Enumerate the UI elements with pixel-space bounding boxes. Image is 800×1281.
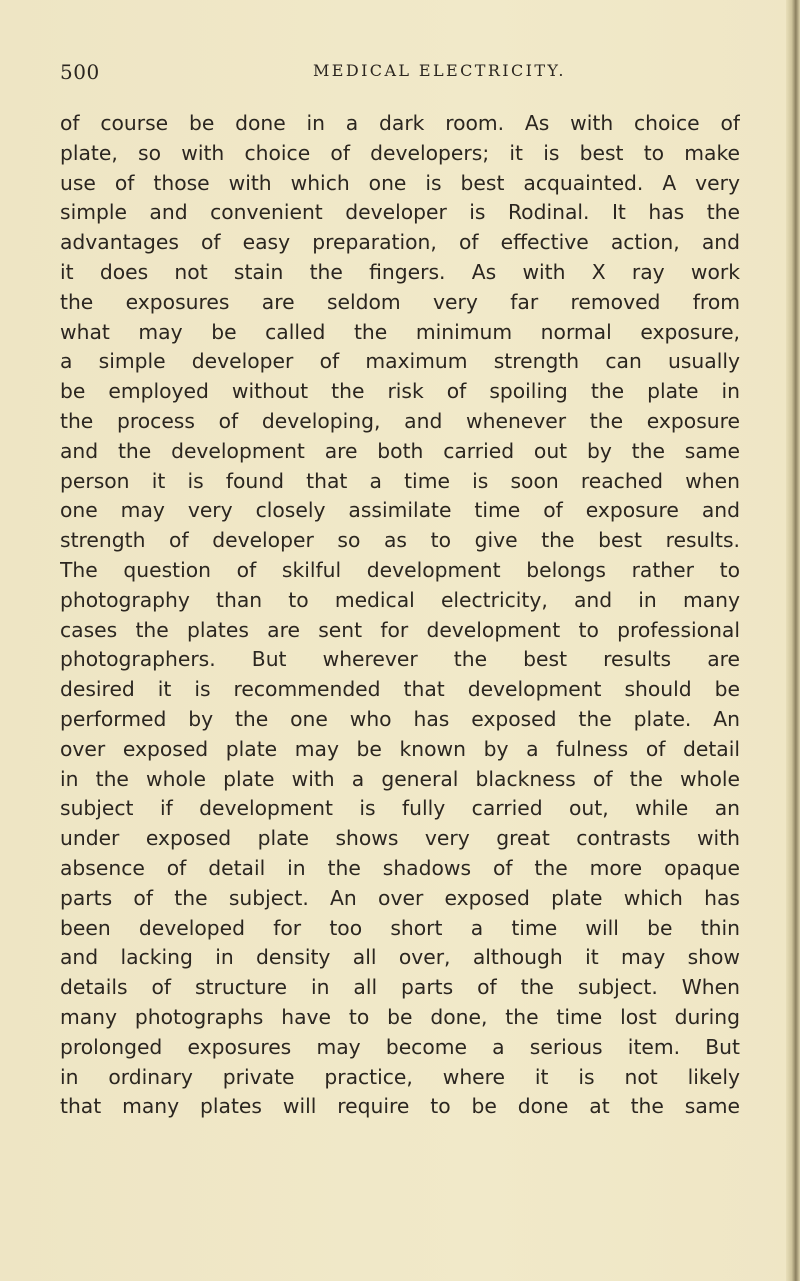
body-text — [60, 109, 740, 1122]
text-line: simple and convenient developer is Rodinal. It has the — [60, 200, 740, 225]
text-line: parts of the subject. An over exposed plate which has — [60, 885, 740, 910]
text-line: performed by the one who has exposed the plate. An — [60, 706, 740, 731]
text-line: prolonged exposures may become a serious item. But — [60, 1034, 740, 1059]
text-line: photography than to medical electricity, and in many — [60, 587, 740, 612]
text-line: use of those with which one is best acquainted. A very — [60, 170, 740, 195]
running-head: MEDICAL ELECTRICITY. — [313, 61, 566, 80]
text-line: in ordinary private practice, where it is not likely — [60, 1064, 740, 1089]
text-line: of course be done in a dark room. As with choice of — [60, 111, 740, 135]
text-line: one may very closely assimilate time of exposure and — [60, 498, 740, 523]
text-line: desired it is recommended that development should be — [60, 677, 740, 702]
text-line: photographers. But wherever the best results are — [60, 647, 740, 672]
text-line: strength of developer so as to give the best results. — [60, 528, 740, 553]
page-header — [60, 60, 760, 90]
text-line: absence of detail in the shadows of the more opaque — [60, 855, 740, 880]
text-line: details of structure in all parts of the subject. When — [60, 975, 740, 1000]
text-line: subject if development is fully carried out, while an — [60, 796, 740, 821]
text-line: under exposed plate shows very great contrasts with — [60, 826, 740, 851]
text-line: The question of skilful development belongs rather to — [60, 557, 740, 582]
text-line: over exposed plate may be known by a fulness of detail — [60, 736, 740, 761]
text-line: person it is found that a time is soon reached when — [60, 468, 740, 493]
text-line: it does not stain the fingers. As with X ray work — [60, 259, 740, 284]
page-number: 500 — [60, 60, 100, 84]
text-line: the exposures are seldom very far removed from — [60, 289, 740, 314]
text-line: and the development are both carried out by the same — [60, 438, 740, 463]
text-line: be employed without the risk of spoiling the plate in — [60, 379, 740, 404]
page-edge-shadow — [786, 0, 800, 1281]
text-line: cases the plates are sent for development to professional — [60, 617, 740, 642]
text-line: plate, so with choice of developers; it is best to make — [60, 140, 740, 165]
text-line: the process of developing, and whenever the exposure — [60, 408, 740, 433]
text-line: what may be called the minimum normal exposure, — [60, 319, 740, 344]
text-line: in the whole plate with a general blackness of the whole — [60, 766, 740, 791]
text-line: and lacking in density all over, although it may show — [60, 945, 740, 970]
text-line: many photographs have to be done, the time lost during — [60, 1004, 740, 1029]
text-line: that many plates will require to be done at the same — [60, 1094, 740, 1119]
text-line: advantages of easy preparation, of effective action, and — [60, 230, 740, 255]
text-line: a simple developer of maximum strength can usually — [60, 349, 740, 374]
text-line: been developed for too short a time will be thin — [60, 915, 740, 940]
